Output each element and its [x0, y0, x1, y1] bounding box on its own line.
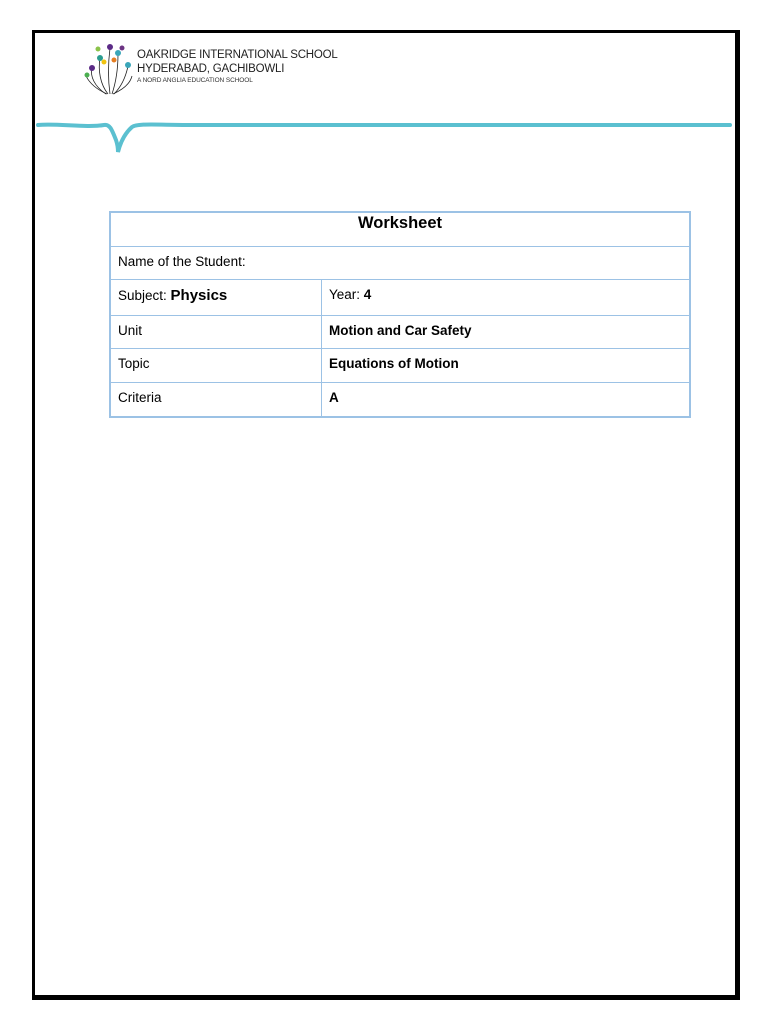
table-row: [110, 212, 690, 247]
unit-label: Unit: [110, 316, 322, 349]
subject-cell: [110, 280, 322, 316]
table-row: [110, 280, 690, 316]
table-row: [110, 316, 690, 349]
year-value: 4: [363, 287, 372, 302]
table-row: [110, 349, 690, 383]
school-name-block: [137, 50, 338, 85]
year-cell: [322, 280, 691, 316]
topic-value: Equations of Motion: [322, 349, 691, 383]
criteria-value: A: [322, 383, 691, 417]
student-name-field[interactable]: [110, 247, 690, 280]
table-row: [110, 247, 690, 280]
year-label: Year:: [329, 287, 361, 302]
unit-value: Motion and Car Safety: [322, 316, 691, 349]
school-location: HYDERABAD, GACHIBOWLI: [137, 62, 285, 75]
page-border: [32, 30, 740, 1000]
school-name: OAKRIDGE INTERNATIONAL SCHOOL: [137, 49, 338, 61]
school-header: [84, 40, 384, 100]
school-logo-icon: [84, 40, 134, 96]
topic-label: Topic: [110, 349, 322, 383]
school-affiliation: A NORD ANGLIA EDUCATION SCHOOL: [137, 77, 253, 84]
subject-label: Subject:: [118, 288, 167, 303]
header-wave-divider: [36, 112, 732, 156]
student-name-label: Name of the Student:: [118, 254, 246, 269]
table-row: [110, 383, 690, 417]
subject-value: Physics: [170, 287, 228, 304]
worksheet-info-table: [109, 211, 691, 418]
criteria-label: Criteria: [110, 383, 322, 417]
worksheet-title: Worksheet: [110, 212, 690, 247]
